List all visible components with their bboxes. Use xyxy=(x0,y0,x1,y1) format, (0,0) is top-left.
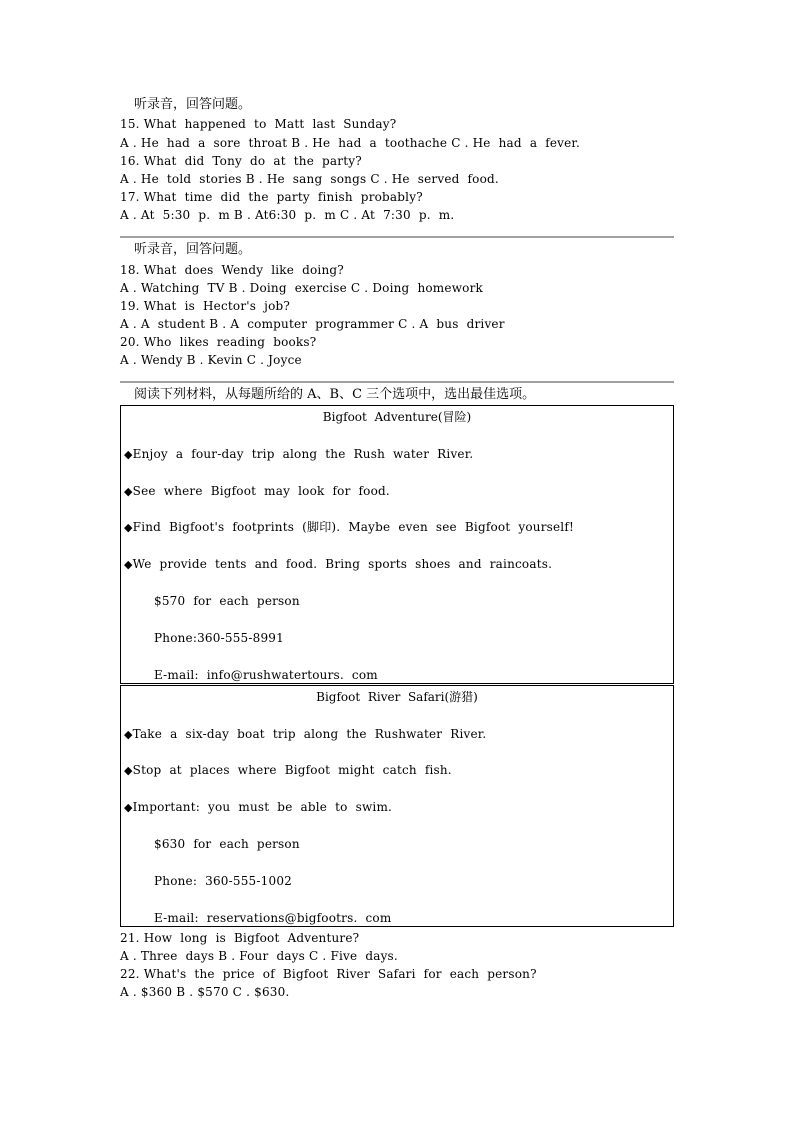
options-20: A . Wendy B . Kevin C . Joyce xyxy=(120,353,302,367)
ad-price: $630 for each person xyxy=(154,837,300,851)
section2-instruction: 听录音，回答问题。 xyxy=(134,242,252,257)
ad-bullet xyxy=(124,446,473,463)
diamond-bullet-icon: ◆ xyxy=(124,801,133,814)
bullet-text: Important: you must be able to swim. xyxy=(132,800,393,814)
ad-bullet xyxy=(124,799,392,816)
diamond-bullet-icon: ◆ xyxy=(124,448,133,461)
ad-email: E-mail: info@rushwatertours. com xyxy=(154,668,378,682)
bullet-text: Enjoy a four-day trip along the Rush water River. xyxy=(132,447,474,461)
options-15: A . He had a sore throat B . He had a toothache C . He had a fever. xyxy=(120,136,581,150)
question-18: 18. What does Wendy like doing? xyxy=(120,263,344,277)
ad-title: Bigfoot Adventure(冒险) xyxy=(322,410,472,424)
question-16: 16. What did Tony do at the party? xyxy=(120,154,362,168)
ad-phone: Phone: 360-555-1002 xyxy=(154,874,292,888)
question-22: 22. What's the price of Bigfoot River Safari for each person? xyxy=(120,967,537,981)
question-19: 19. What is Hector's job? xyxy=(120,299,291,313)
ad-bullet xyxy=(124,762,452,779)
ad-bullet xyxy=(124,726,486,743)
options-21: A . Three days B . Four days C . Five days. xyxy=(120,949,398,963)
options-19: A . A student B . A computer programmer C . A bus driver xyxy=(120,317,505,331)
bigfoot-adventure-ad xyxy=(120,405,674,684)
diamond-bullet-icon: ◆ xyxy=(124,521,133,534)
section-divider xyxy=(120,381,674,383)
bigfoot-river-safari-ad xyxy=(120,685,674,927)
question-20: 20. Who likes reading books? xyxy=(120,335,317,349)
ad-email: E-mail: reservations@bigfootrs. com xyxy=(154,911,392,925)
bullet-text: Stop at places where Bigfoot might catch fish. xyxy=(132,763,452,777)
question-15: 15. What happened to Matt last Sunday? xyxy=(120,117,397,131)
ad-title: Bigfoot River Safari(游猎) xyxy=(316,690,478,704)
ad-phone: Phone:360-555-8991 xyxy=(154,631,284,645)
options-22: A . $360 B . $570 C . $630. xyxy=(120,985,290,999)
section3-instruction: 阅读下列材料，从每题所给的 A、B、C 三个选项中，选出最佳选项。 xyxy=(134,387,536,402)
ad-bullet xyxy=(124,556,552,573)
question-21: 21. How long is Bigfoot Adventure? xyxy=(120,931,360,945)
diamond-bullet-icon: ◆ xyxy=(124,485,133,498)
ad-bullet xyxy=(124,519,574,536)
diamond-bullet-icon: ◆ xyxy=(124,728,133,741)
bullet-text: See where Bigfoot may look for food. xyxy=(132,484,390,498)
ad-price: $570 for each person xyxy=(154,594,300,608)
options-17: A . At 5:30 p. m B . At6:30 p. m C . At 7:30 p. m. xyxy=(120,208,455,222)
ad-bullet xyxy=(124,483,390,500)
options-18: A . Watching TV B . Doing exercise C . Doing homework xyxy=(120,281,483,295)
diamond-bullet-icon: ◆ xyxy=(124,764,133,777)
diamond-bullet-icon: ◆ xyxy=(124,558,133,571)
bullet-text: Find Bigfoot's footprints (脚印). Maybe even see Bigfoot yourself! xyxy=(132,520,574,534)
bullet-text: We provide tents and food. Bring sports shoes and raincoats. xyxy=(132,557,553,571)
bullet-text: Take a six-day boat trip along the Rushwater River. xyxy=(132,727,487,741)
question-17: 17. What time did the party finish probably? xyxy=(120,190,423,204)
options-16: A . He told stories B . He sang songs C . He served food. xyxy=(120,172,499,186)
section-divider xyxy=(120,236,674,238)
section1-instruction: 听录音，回答问题。 xyxy=(134,97,252,112)
